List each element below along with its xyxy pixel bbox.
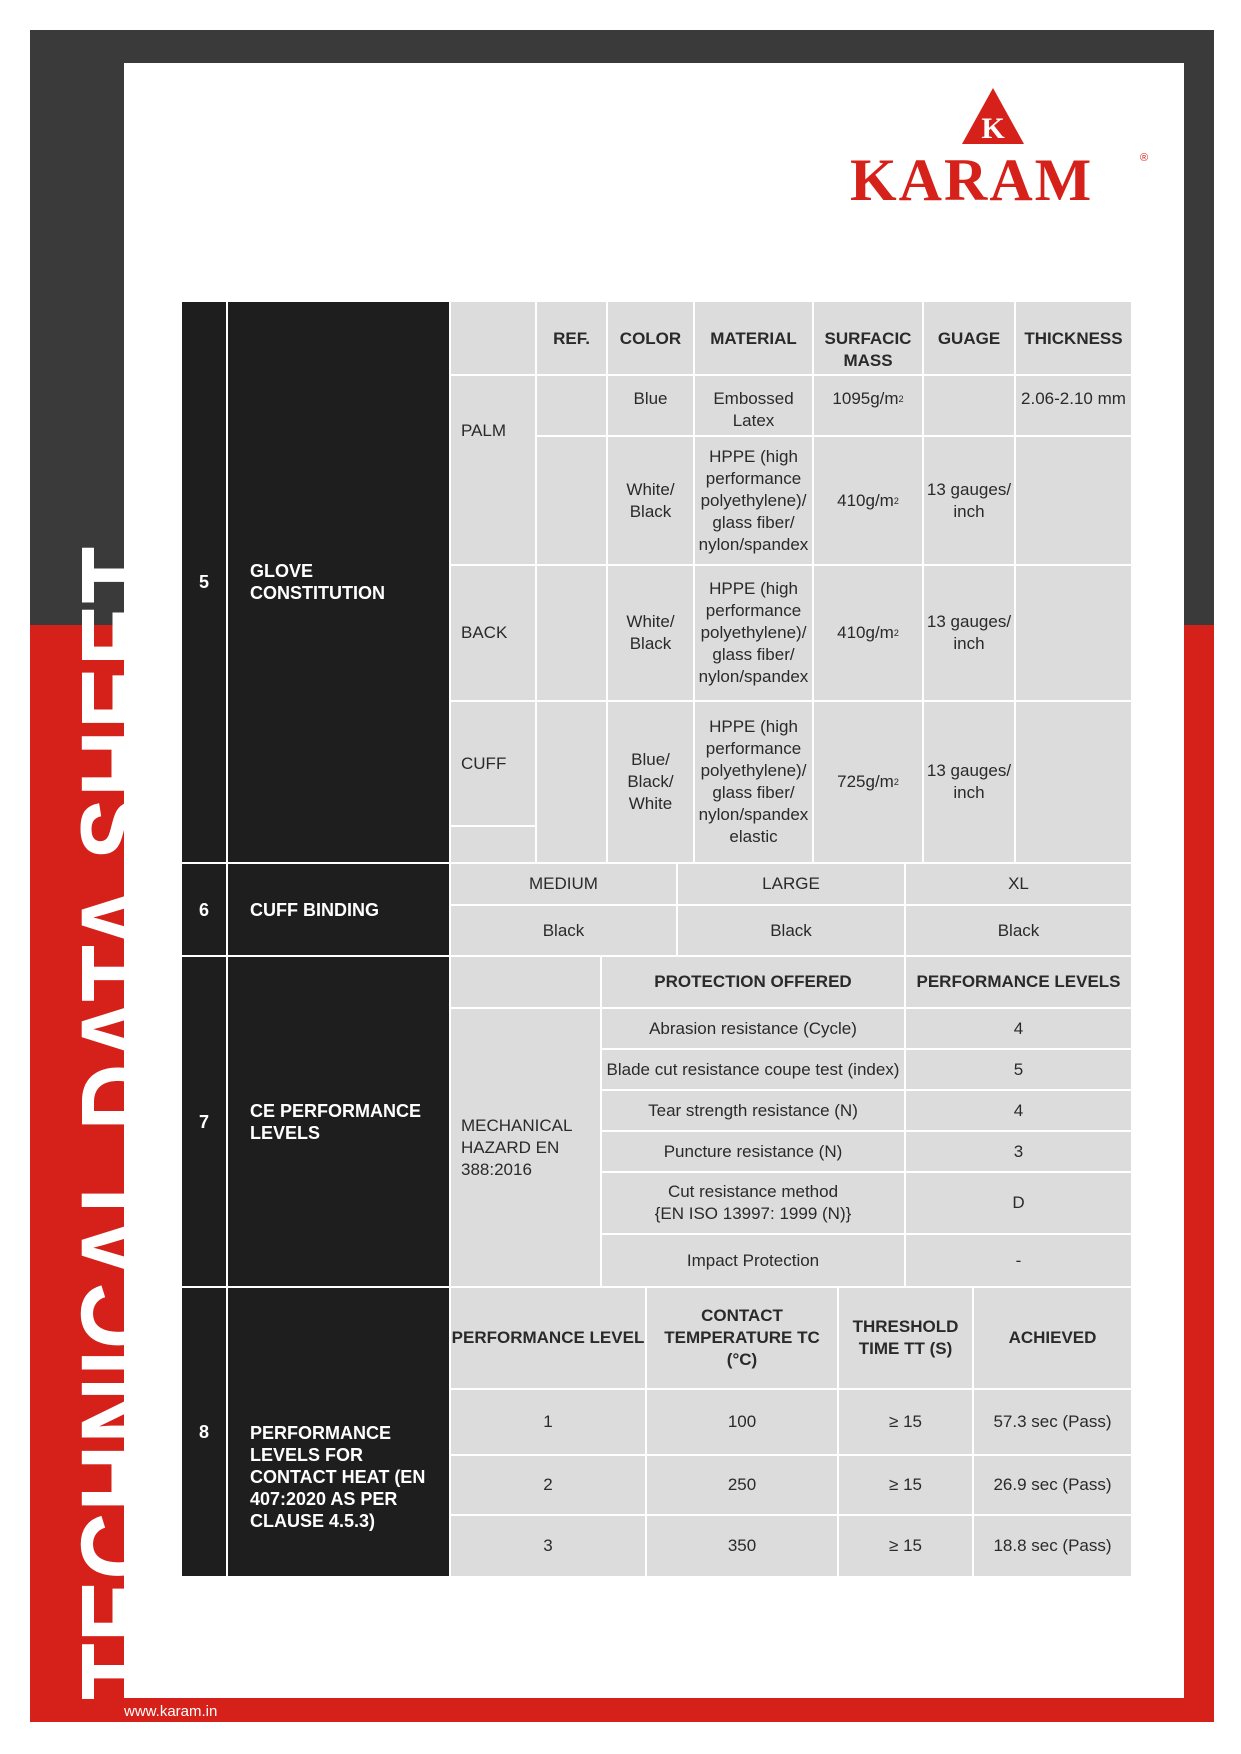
gauge-cell: 13 gauges/ inch: [924, 566, 1016, 702]
achieved-cell: 26.9 sec (Pass): [974, 1456, 1133, 1516]
column-header: THICKNESS: [1016, 302, 1133, 376]
level-cell: 5: [906, 1050, 1133, 1091]
part-label-palm: PALM: [451, 376, 537, 566]
ref-cell: [537, 376, 608, 437]
time-cell: ≥ 15: [839, 1456, 974, 1516]
column-header: COLOR: [608, 302, 695, 376]
level-cell: 4: [906, 1009, 1133, 1050]
time-cell: ≥ 15: [839, 1390, 974, 1456]
column-header: ACHIEVED: [974, 1288, 1133, 1390]
time-cell: ≥ 15: [839, 1516, 974, 1578]
temp-cell: 350: [647, 1516, 839, 1578]
color-cell: Blue/ Black/ White: [608, 702, 695, 864]
achieved-cell: 57.3 sec (Pass): [974, 1390, 1133, 1456]
material-cell: HPPE (high performance polyethylene)/ glass fiber/ nylon/spandex elastic: [695, 702, 814, 864]
level-cell: 3: [906, 1132, 1133, 1173]
protection-cell: Blade cut resistance coupe test (index): [602, 1050, 906, 1091]
temp-cell: 100: [647, 1390, 839, 1456]
karam-logo: [850, 88, 1150, 213]
ref-cell: [537, 437, 608, 566]
protection-cell: Cut resistance method {EN ISO 13997: 1999 (N)}: [602, 1173, 906, 1235]
level-cell: 1: [451, 1390, 647, 1456]
section-title: PERFORMANCE LEVELS FOR CONTACT HEAT (EN 407:2020 AS PER CLAUSE 4.5.3): [228, 1288, 451, 1578]
ref-cell: [537, 702, 608, 864]
temp-cell: 250: [647, 1456, 839, 1516]
size-color: Black: [451, 906, 678, 957]
protection-cell: Abrasion resistance (Cycle): [602, 1009, 906, 1050]
size-header: LARGE: [678, 864, 906, 906]
level-cell: 2: [451, 1456, 647, 1516]
section-title: CE PERFORMANCE LEVELS: [228, 957, 451, 1288]
gauge-cell: 13 gauges/ inch: [924, 437, 1016, 566]
level-cell: -: [906, 1235, 1133, 1288]
material-cell: Embossed Latex: [695, 376, 814, 437]
size-color: Black: [906, 906, 1133, 957]
protection-cell: Tear strength resistance (N): [602, 1091, 906, 1132]
svg-text:K: K: [981, 112, 1005, 144]
thickness-cell: [1016, 437, 1133, 566]
color-cell: White/ Black: [608, 437, 695, 566]
material-cell: HPPE (high performance polyethylene)/ glass fiber/ nylon/spandex: [695, 437, 814, 566]
section-number: 8: [182, 1288, 228, 1578]
header-blank: [451, 957, 602, 1009]
column-header: GUAGE: [924, 302, 1016, 376]
mass-cell: 410g/m 2: [814, 566, 924, 702]
column-header: THRESHOLD TIME TT (S): [839, 1288, 974, 1390]
color-cell: White/ Black: [608, 566, 695, 702]
ref-cell: [537, 566, 608, 702]
side-title: TECHNICAL DATA SHEET: [58, 545, 179, 1700]
section-title: GLOVE CONSTITUTION: [228, 302, 451, 864]
mass-cell: 725g/m 2: [814, 702, 924, 864]
mass-cell: 1095g/m 2: [814, 376, 924, 437]
part-label-back: BACK: [451, 566, 537, 702]
material-cell: HPPE (high performance polyethylene)/ glass fiber/ nylon/spandex: [695, 566, 814, 702]
section-number: 7: [182, 957, 228, 1288]
blank-cell: [451, 827, 537, 864]
color-cell: Blue: [608, 376, 695, 437]
column-header: MATERIAL: [695, 302, 814, 376]
gauge-cell: [924, 376, 1016, 437]
section-number: 5: [182, 302, 228, 864]
achieved-cell: 18.8 sec (Pass): [974, 1516, 1133, 1578]
level-cell: 3: [451, 1516, 647, 1578]
brand-name: KARAM: [850, 147, 1094, 213]
section-number: 6: [182, 864, 228, 957]
size-header: XL: [906, 864, 1133, 906]
column-header: PERFORMANCE LEVEL: [451, 1288, 647, 1390]
thickness-cell: 2.06-2.10 mm: [1016, 376, 1133, 437]
hazard-label: MECHANICAL HAZARD EN 388:2016: [451, 1009, 602, 1288]
website-link[interactable]: www.karam.in: [124, 1703, 218, 1720]
header-blank: [451, 302, 537, 376]
mass-cell: 410g/m 2: [814, 437, 924, 566]
column-header: PERFORMANCE LEVELS: [906, 957, 1133, 1009]
column-header: CONTACT TEMPERATURE TC (°C): [647, 1288, 839, 1390]
protection-cell: Puncture resistance (N): [602, 1132, 906, 1173]
level-cell: D: [906, 1173, 1133, 1235]
column-header: REF.: [537, 302, 608, 376]
protection-cell: Impact Protection: [602, 1235, 906, 1288]
logo-triangle-icon: [962, 88, 1024, 144]
thickness-cell: [1016, 702, 1133, 864]
size-header: MEDIUM: [451, 864, 678, 906]
gauge-cell: 13 gauges/ inch: [924, 702, 1016, 864]
column-header: PROTECTION OFFERED: [602, 957, 906, 1009]
column-header: SURFACIC MASS: [814, 302, 924, 376]
part-label-cuff: CUFF: [451, 702, 537, 827]
section-title: CUFF BINDING: [228, 864, 451, 957]
thickness-cell: [1016, 566, 1133, 702]
level-cell: 4: [906, 1091, 1133, 1132]
registered-mark: ®: [1140, 152, 1149, 164]
size-color: Black: [678, 906, 906, 957]
